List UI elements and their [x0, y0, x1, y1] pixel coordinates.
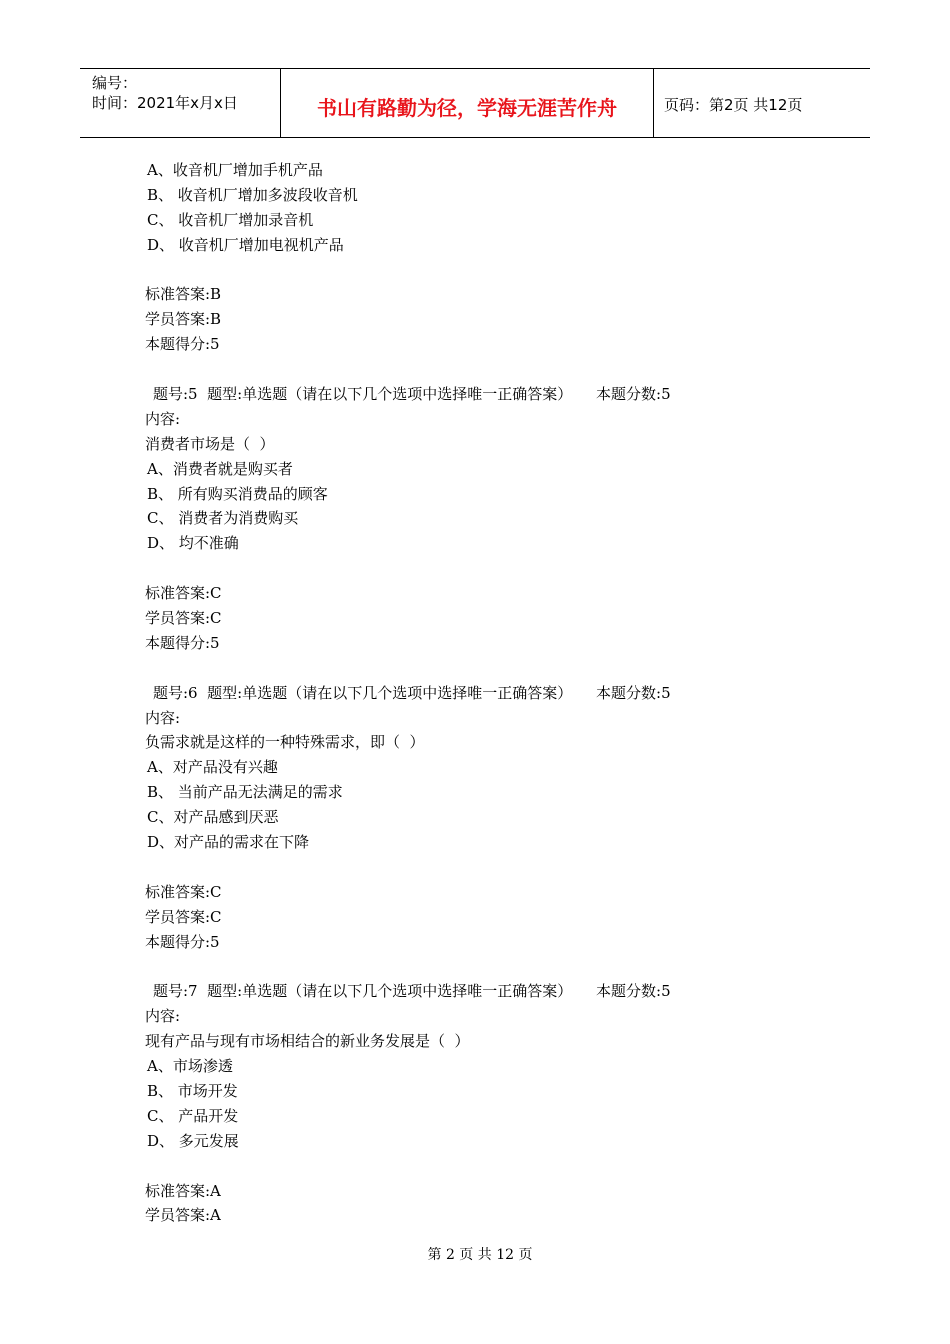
answer-option: B、 所有购买消费品的顾客 — [147, 484, 328, 503]
text-line: 学员答案:A — [145, 1206, 221, 1225]
text-line: 本题得分:5 — [145, 932, 220, 951]
blank-line — [145, 656, 845, 681]
blank-line — [145, 357, 845, 382]
footer-page-number: 第 2 页 共 12 页 — [427, 1247, 533, 1263]
answer-option: D、 多元发展 — [147, 1131, 239, 1150]
header-left-cell — [80, 69, 281, 137]
blank-line — [145, 556, 845, 581]
answer-option: B、 收音机厂增加多波段收音机 — [147, 185, 358, 204]
text-line: 本题得分:5 — [145, 335, 220, 354]
text-line: 标准答案:B — [145, 285, 222, 304]
text-line: 学员答案:C — [145, 907, 222, 926]
question-header: 题号:7 题型:单选题（请在以下几个选项中选择唯一正确答案） 本题分数:5 — [153, 982, 671, 1001]
answer-option: B、 当前产品无法满足的需求 — [147, 783, 343, 802]
text-line: 学员答案:B — [145, 310, 222, 329]
answer-option: D、 均不准确 — [147, 534, 239, 553]
answer-option: B、 市场开发 — [147, 1081, 238, 1100]
answer-option: C、 产品开发 — [147, 1106, 239, 1125]
answer-option: D、对产品的需求在下降 — [147, 833, 310, 852]
answer-option: A、消费者就是购买者 — [147, 459, 293, 478]
blank-line — [145, 1154, 845, 1179]
page-footer — [0, 1244, 950, 1264]
answer-option: A、收音机厂增加手机产品 — [147, 161, 323, 179]
text-line: 标准答案:C — [145, 584, 222, 603]
document-time-label: 时间：2021年x月x日 — [92, 94, 238, 112]
answer-option: C、对产品感到厌恶 — [147, 808, 279, 827]
text-line: 标准答案:A — [145, 1181, 221, 1200]
text-line: 现有产品与现有市场相结合的新业务发展是（ ） — [145, 1032, 470, 1051]
document-number-label: 编号： — [92, 74, 138, 92]
question-header: 题号:6 题型:单选题（请在以下几个选项中选择唯一正确答案） 本题分数:5 — [153, 683, 671, 702]
page-header — [80, 68, 870, 138]
blank-line — [145, 955, 845, 980]
text-line: 内容: — [145, 1007, 181, 1026]
blank-line — [145, 258, 845, 283]
answer-option: C、 消费者为消费购买 — [147, 509, 299, 528]
blank-line — [145, 855, 845, 880]
answer-option: A、市场渗透 — [147, 1057, 233, 1076]
answer-option: A、对产品没有兴趣 — [147, 758, 278, 777]
text-line: 本题得分:5 — [145, 633, 220, 652]
answer-option: D、 收音机厂增加电视机产品 — [147, 235, 344, 254]
text-line: 内容: — [145, 409, 181, 428]
question-header: 题号:5 题型:单选题（请在以下几个选项中选择唯一正确答案） 本题分数:5 — [153, 385, 671, 404]
header-motto: 书山有路勤为径，学海无涯苦作舟 — [281, 69, 654, 137]
text-line: 消费者市场是（ ） — [145, 434, 275, 453]
text-line: 负需求就是这样的一种特殊需求，即（ ） — [145, 733, 425, 752]
answer-option: C、 收音机厂增加录音机 — [147, 210, 314, 229]
text-line: 学员答案:C — [145, 609, 222, 628]
document-body — [145, 158, 845, 1228]
header-page-label: 页码：第2页 共12页 — [664, 95, 803, 114]
text-line: 标准答案:C — [145, 882, 222, 901]
text-line: 内容: — [145, 708, 181, 727]
